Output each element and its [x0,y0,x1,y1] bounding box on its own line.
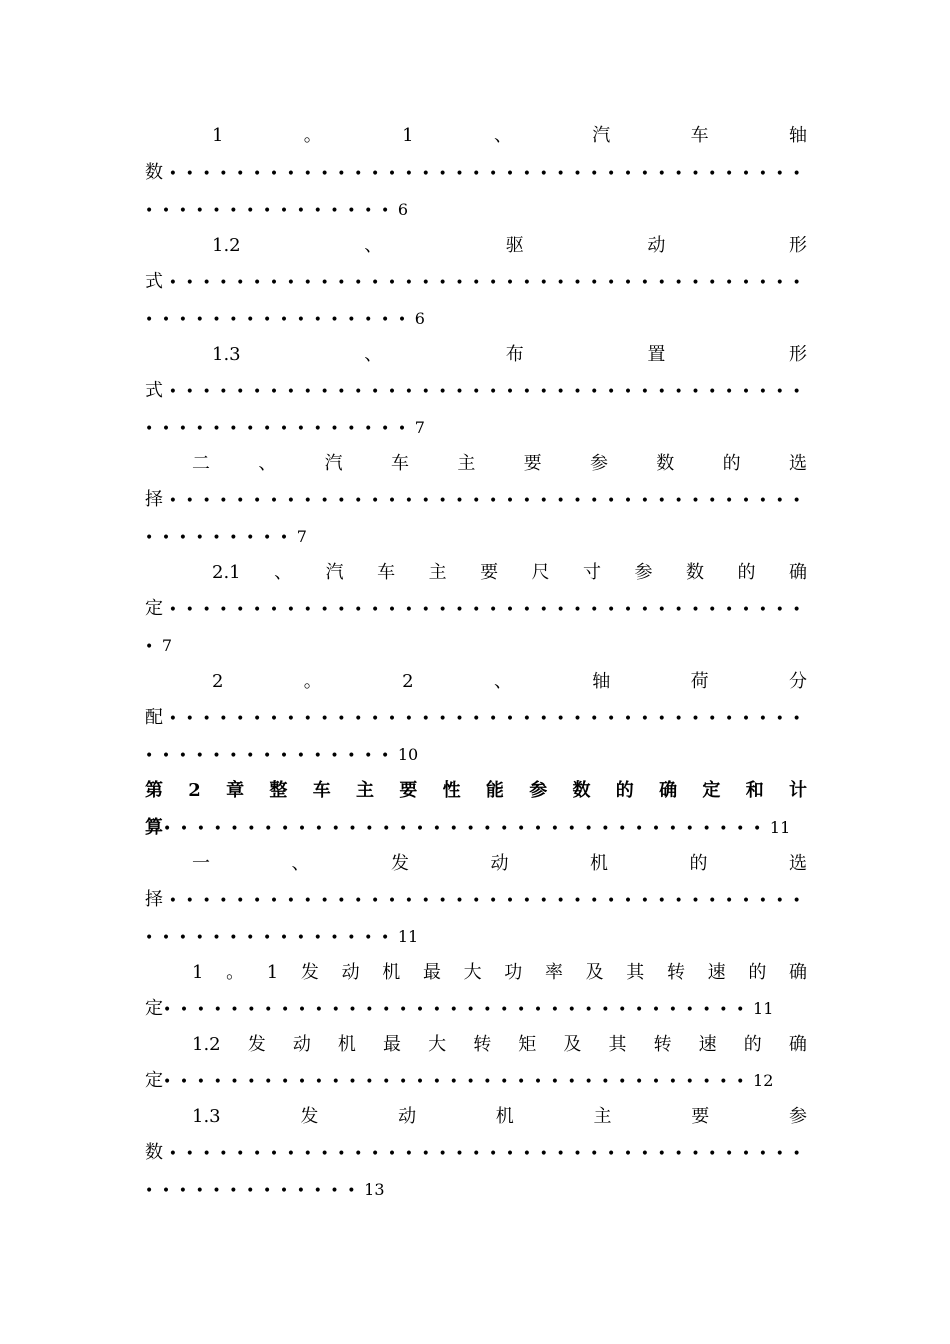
page-number: 13 [364,1180,385,1199]
toc-entry-5-leader: 定 •••••••••••••••••••••••••••••••••••••• [145,598,810,619]
toc-entry-3-page [145,410,807,446]
toc-entry-4-page [145,519,807,555]
toc-entry-5-page [145,628,807,664]
dot-leader: ••••••••••••••• [145,748,398,764]
page-number: 11 [753,999,774,1018]
page-number: 11 [769,818,791,837]
toc-entry-1-title: 1 。 1 、 汽 车 轴 [212,125,807,146]
dot-leader: •••••••••••••••• [145,421,415,437]
toc-chapter-2-leader: 算••••••••••••••••••••••••••••••••••••11 [145,817,791,838]
dot-leader: •••••••••••••••••••••••••••••••••••••• [168,384,810,400]
toc-entry-8-title: 一 、 发 动 机 的 选 [192,853,807,874]
toc-entry-3-leader: 式 •••••••••••••••••••••••••••••••••••••• [145,380,810,401]
dot-leader: •••••••••••••••••••••••••••••••••••••• [168,711,810,727]
page-number: 7 [296,527,307,546]
toc-entry-6-leader: 配 •••••••••••••••••••••••••••••••••••••• [145,707,810,728]
toc-entry-5-title: 2.1 、 汽 车 主 要 尺 寸 参 数 的 确 [212,562,807,583]
toc-entry-3-title: 1.3 、 布 置 形 [212,344,807,365]
page-number: 7 [414,418,425,437]
toc-entry-2-leader: 式 •••••••••••••••••••••••••••••••••••••• [145,271,810,292]
toc-entry-10-leader: 定•••••••••••••••••••••••••••••••••••12 [145,1070,774,1091]
dot-leader: ••••••••••••••••••••••••••••••••••• [163,1074,754,1090]
toc-entry-6-page [145,737,807,773]
dot-leader: •••••••••••••••••••••••••••••••••••••• [168,893,810,909]
toc-entry-1-leader: 数 •••••••••••••••••••••••••••••••••••••• [145,162,810,183]
page-number: 10 [397,745,419,764]
dot-leader: • [145,639,162,655]
toc-entry-2-title: 1.2 、 驱 动 形 [212,235,807,256]
toc-entry-6-title: 2 。 2 、 轴 荷 分 [212,671,807,692]
toc-entry-11-page [145,1172,807,1208]
toc-entry-8-page [145,919,807,955]
dot-leader: •••••••••••••••••••••••••••••••••••••• [168,1146,810,1162]
toc-entry-10-title: 1.2 发 动 机 最 大 转 矩 及 其 转 速 的 确 [192,1034,807,1055]
toc-entry-2-page [145,301,807,337]
dot-leader: ••••••••••••••• [145,930,398,946]
dot-leader: •••••••••••••••••••••••••••••••••••••• [168,493,810,509]
dot-leader: •••••••••••••••••••••••••••••••••••••• [168,166,810,182]
toc-entry-9-title: 1 。 1 发 动 机 最 大 功 率 及 其 转 速 的 确 [192,962,807,983]
dot-leader: •••••••••••••••••••••••••••••••••••• [163,821,770,837]
page-number: 6 [397,200,409,219]
dot-leader: ••••••••• [145,530,297,546]
toc-entry-4-leader: 择 •••••••••••••••••••••••••••••••••••••• [145,489,810,510]
dot-leader: •••••••••••••••• [145,312,415,328]
page-number: 12 [753,1071,774,1090]
page-number: 11 [397,927,419,946]
toc-entry-11-leader: 数 •••••••••••••••••••••••••••••••••••••• [145,1142,810,1163]
dot-leader: •••••••••••••••••••••••••••••••••••••• [168,275,810,291]
dot-leader: •••••••••••••••••••••••••••••••••••••• [168,602,810,618]
toc-entry-11-title: 1.3 发 动 机 主 要 参 [192,1106,807,1127]
toc-entry-4-title: 二 、 汽 车 主 要 参 数 的 选 [192,453,807,474]
toc-entry-9-leader: 定•••••••••••••••••••••••••••••••••••11 [145,998,774,1019]
page-number: 7 [161,636,173,655]
page-number: 6 [414,309,425,328]
dot-leader: ••••••••••••••• [145,203,398,219]
toc-chapter-2-title: 第 2 章 整 车 主 要 性 能 参 数 的 确 定 和 计 [145,780,807,801]
dot-leader: ••••••••••••• [145,1183,365,1199]
dot-leader: ••••••••••••••••••••••••••••••••••• [163,1002,754,1018]
toc-entry-1-page [145,192,807,228]
toc-entry-8-leader: 择 •••••••••••••••••••••••••••••••••••••• [145,889,810,910]
